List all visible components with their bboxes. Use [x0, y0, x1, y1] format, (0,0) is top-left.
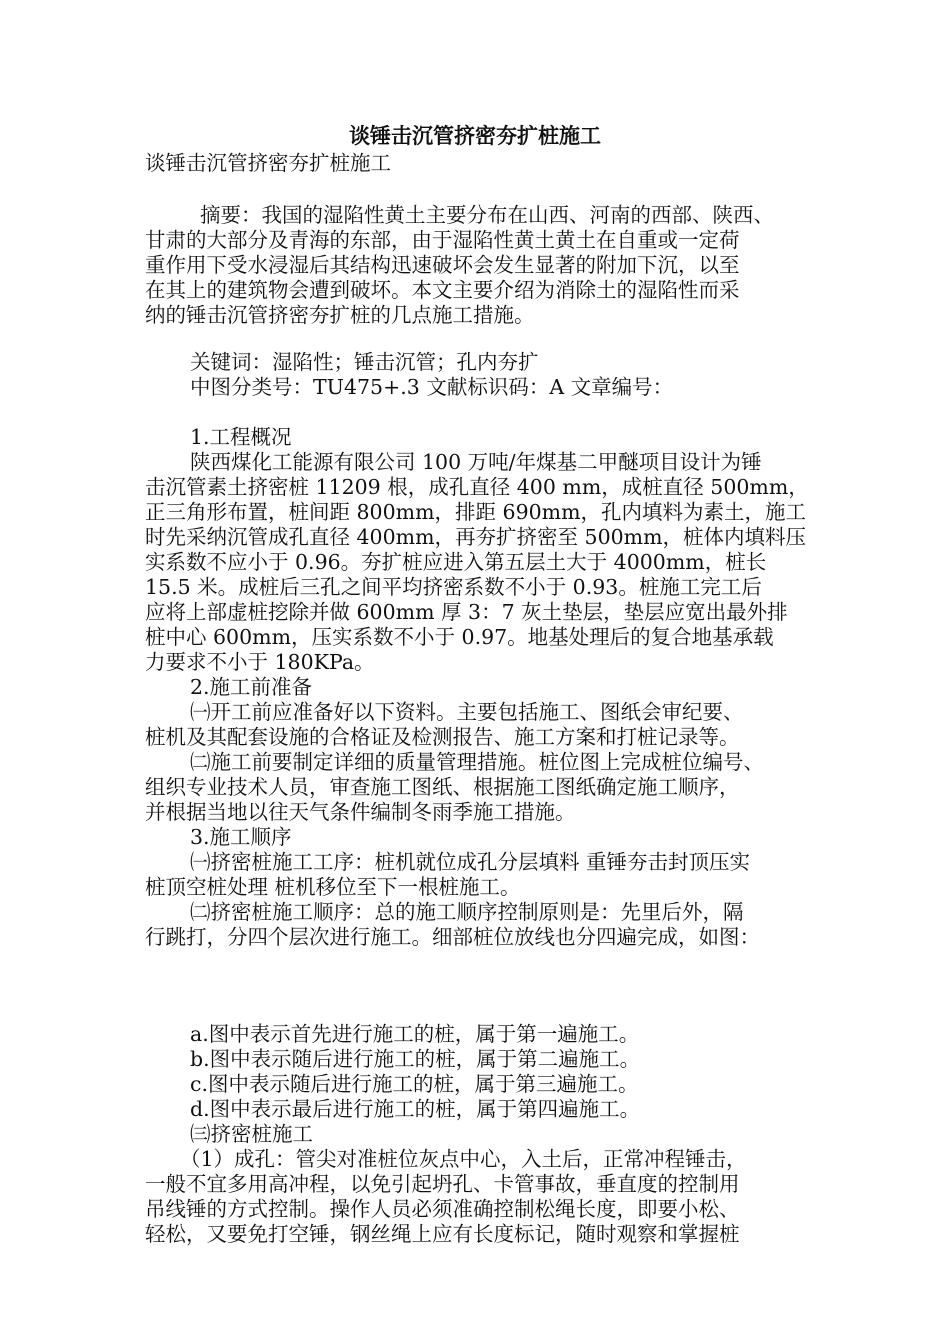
keywords: 关键词：湿陷性；锤击沉管；孔内夯扩	[190, 350, 539, 374]
paragraph-line: 15.5 米。成桩后三孔之间平均挤密系数不小于 0.93。桩施工完工后	[145, 575, 762, 599]
document-title: 谈锤击沉管挤密夯扩桩施工	[349, 123, 601, 148]
paragraph-line: ㈡施工前要制定详细的质量管理措施。桩位图上完成桩位编号、	[190, 750, 764, 774]
paragraph-line: 组织专业技术人员，审查施工图纸、根据施工图纸确定施工顺序，	[145, 775, 740, 799]
abstract-line: 纳的锤击沉管挤密夯扩桩的几点施工措施。	[145, 303, 535, 327]
paragraph-line: 力要求不小于 180KPa。	[145, 650, 375, 674]
figure-note: c.图中表示随后进行施工的桩，属于第三遍施工。	[190, 1072, 639, 1096]
subsection-heading: ㈢挤密桩施工	[190, 1122, 313, 1146]
paragraph-line: 并根据当地以往天气条件编制冬雨季施工措施。	[145, 800, 576, 824]
paragraph-line: 时先采纳沉管成孔直径 400mm，再夯扩挤密至 500mm，桩体内填料压	[145, 525, 807, 549]
abstract-line: 甘肃的大部分及青海的东部，由于湿陷性黄土黄土在自重或一定荷	[145, 228, 740, 252]
paragraph-line: 轻松，又要免打空锤，钢丝绳上应有长度标记，随时观察和掌握桩	[145, 1222, 740, 1246]
classification: 中图分类号：TU475+.3 文献标识码：A 文章编号：	[190, 375, 674, 399]
paragraph-line: 一般不宜多用高冲程，以免引起坍孔、卡管事故，垂直度的控制用	[145, 1172, 740, 1196]
paragraph-line: 桩机及其配套设施的合格证及检测报告、施工方案和打桩记录等。	[145, 725, 740, 749]
paragraph-line: （1）成孔：管尖对准桩位灰点中心，入土后，正常冲程锤击，	[180, 1147, 747, 1171]
paragraph-line: 桩顶空桩处理 桩机移位至下一根桩施工。	[145, 875, 521, 899]
paragraph-line: 行跳打，分四个层次进行施工。细部桩位放线也分四遍完成，如图：	[145, 925, 760, 949]
paragraph-line: 应将上部虚桩挖除并做 600mm 厚 3：7 灰土垫层，垫层应宽出最外排	[145, 600, 788, 624]
paragraph-line: 吊线锤的方式控制。操作人员必须准确控制松绳长度，即要小松、	[145, 1197, 740, 1221]
abstract-line: 重作用下受水浸湿后其结构迅速破坏会发生显著的附加下沉，以至	[145, 253, 740, 277]
paragraph-line: 实系数不应小于 0.96。夯扩桩应进入第五层土大于 4000mm，桩长	[145, 550, 767, 574]
abstract-line: 在其上的建筑物会遭到破坏。本文主要介绍为消除土的湿陷性而采	[145, 278, 740, 302]
section-heading: 1.工程概况	[190, 425, 292, 449]
abstract-line: 摘要：我国的湿陷性黄土主要分布在山西、河南的西部、陕西、	[200, 203, 774, 227]
paragraph-line: ㈠开工前应准备好以下资料。主要包括施工、图纸会审纪要、	[190, 700, 744, 724]
figure-note: b.图中表示随后进行施工的桩，属于第二遍施工。	[190, 1047, 641, 1071]
section-heading: 2.施工前准备	[190, 675, 313, 699]
paragraph-line: 桩中心 600mm，压实系数不小于 0.97。地基处理后的复合地基承载	[145, 625, 774, 649]
paragraph-line: ㈡挤密桩施工顺序：总的施工顺序控制原则是：先里后外，隔	[190, 900, 744, 924]
paragraph-line: 正三角形布置，桩间距 800mm，排距 690mm，孔内填料为素土，施工	[145, 500, 807, 524]
document-subtitle: 谈锤击沉管挤密夯扩桩施工	[145, 151, 391, 175]
section-heading: 3.施工顺序	[190, 825, 292, 849]
figure-note: d.图中表示最后进行施工的桩，属于第四遍施工。	[190, 1097, 641, 1121]
paragraph-line: ㈠挤密桩施工工序：桩机就位成孔分层填料 重锤夯击封顶压实	[190, 850, 751, 874]
paragraph-line: 击沉管素土挤密桩 11209 根，成孔直径 400 mm，成桩直径 500mm，	[145, 475, 809, 499]
figure-note: a.图中表示首先进行施工的桩，属于第一遍施工。	[190, 1022, 640, 1046]
paragraph-line: 陕西煤化工能源有限公司 100 万吨/年煤基二甲醚项目设计为锤	[190, 450, 762, 474]
